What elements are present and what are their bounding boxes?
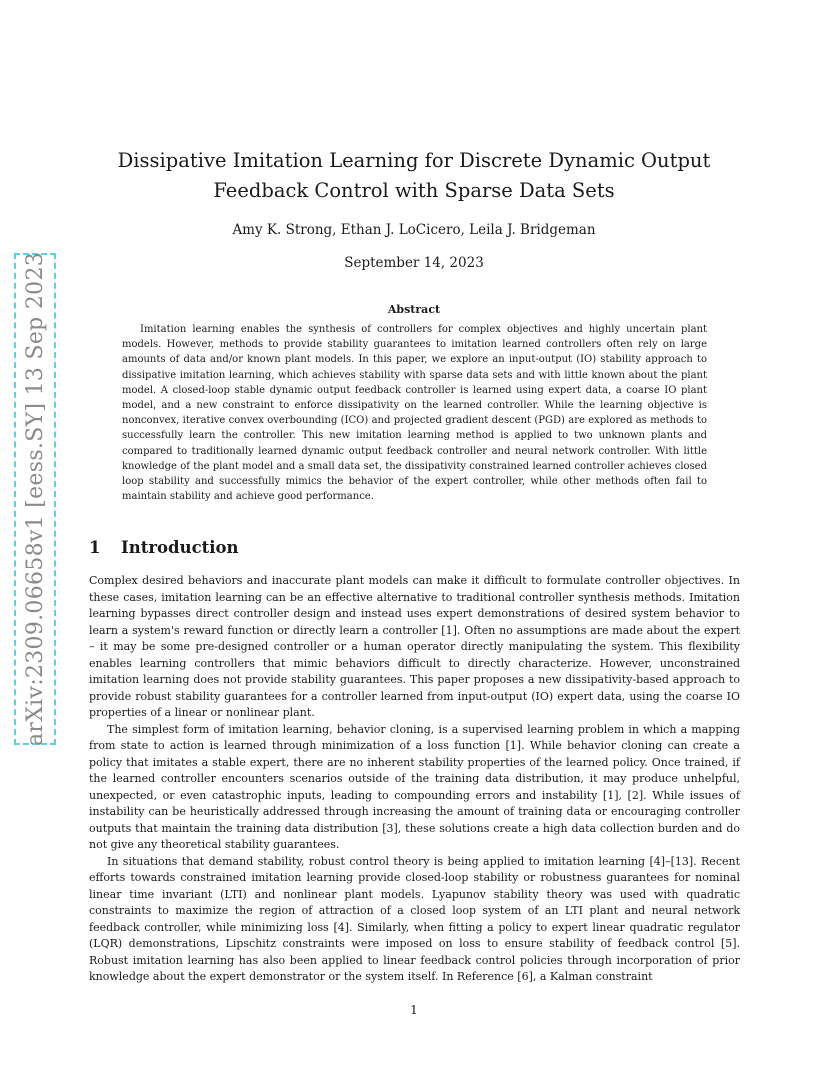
author-list: Amy K. Strong, Ethan J. LoCicero, Leila J. Bridgeman (232, 222, 596, 238)
paragraph: The simplest form of imitation learning, behavior cloning, is a supervised learning problem in which a mapping from state to action is learned through minimization of a loss function [1]. While behavior cloning can create a policy that imitates a stable expert, there are no inherent stability properties of the learned policy. Once trained, if the learned controller encounters scenarios outside of the training data distribution, it may produce unhelpful, unexpected, or even catastrophic inputs, leading to compounding errors and instability [1], [2]. While issues of instability can be heuristically addressed through increasing the amount of training data or encouraging controller outputs that maintain the training data distribution [3], these solutions create a high data collection burden and do not give any theoretical stability guarantees. (89, 722, 740, 851)
paragraph: In situations that demand stability, robust control theory is being applied to imitation learning [4]–[13]. Recent efforts towards constrained imitation learning provide closed-loop stability or robustness guarantees for nominal linear time invariant (LTI) and nonlinear plant models. Lyapunov stability theory was used with quadratic constraints to maximize the region of attraction of a closed loop system of an LTI plant and neural network feedback controller, while minimizing loss [4]. Similarly, when fitting a policy to expert linear quadratic regulator (LQR) demonstrations, Lipschitz constraints were imposed on loss to ensure stability of feedback control [5]. Robust imitation learning has also been applied to linear feedback control policies through incorporation of prior knowledge about the expert demonstrator or the system itself. In Reference [6], a Kalman constraint (89, 854, 740, 983)
section-heading (89, 538, 239, 557)
body-text (89, 573, 740, 986)
paper-title: Dissipative Imitation Learning for Discrete Dynamic Output Feedback Control with Sparse Data Sets (117, 149, 711, 202)
abstract-text: Imitation learning enables the synthesis of controllers for complex objectives and highly uncertain plant models. However, methods to provide stability guarantees to imitation learned controllers often rely on large amounts of data and/or known plant models. In this paper, we explore an input-output (IO) stability approach to dissipative imitation learning, which achieves stability with sparse data sets and with little known about the plant model. A closed-loop stable dynamic output feedback controller is learned using expert data, a coarse IO plant model, and a new constraint to enforce dissipativity on the learned controller. While the learning objective is nonconvex, iterative convex overbounding (ICO) and projected gradient descent (PGD) are explored as methods to successfully learn the controller. This new imitation learning method is applied to two unknown plants and compared to traditionally learned dynamic output feedback controller and neural network controller. With little knowledge of the plant model and a small data set, the dissipativity constrained learned controller achieves closed loop stability and successfully mimics the behavior of the expert controller, while other methods often fail to maintain stability and achieve good performance. (122, 324, 707, 503)
abstract-heading: Abstract (387, 303, 441, 316)
section-title: Introduction (121, 538, 239, 557)
page-number: 1 (410, 1003, 418, 1017)
arxiv-side-stamp: arXiv:2309.06658v1 [eess.SY] 13 Sep 2023 (14, 253, 56, 745)
section-number: 1 (89, 538, 101, 557)
paper-date: September 14, 2023 (344, 255, 484, 271)
paragraph: Complex desired behaviors and inaccurate plant models can make it difficult to formulate controller objectives. In these cases, imitation learning can be an effective alternative to traditional controller synthesis methods. Imitation learning bypasses direct controller design and instead uses expert demonstrations of desired system behavior to learn a system's reward function or directly learn a controller [1]. Often no assumptions are made about the expert – it may be some pre-designed controller or a human operator directly manipulating the system. This flexibility enables learning controllers that mimic behaviors difficult to directly characterize. However, unconstrained imitation learning does not provide stability guarantees. This paper proposes a new dissipativity-based approach to provide robust stability guarantees for a controller learned from input-output (IO) expert data, using the coarse IO properties of a linear or nonlinear plant. (89, 574, 740, 719)
